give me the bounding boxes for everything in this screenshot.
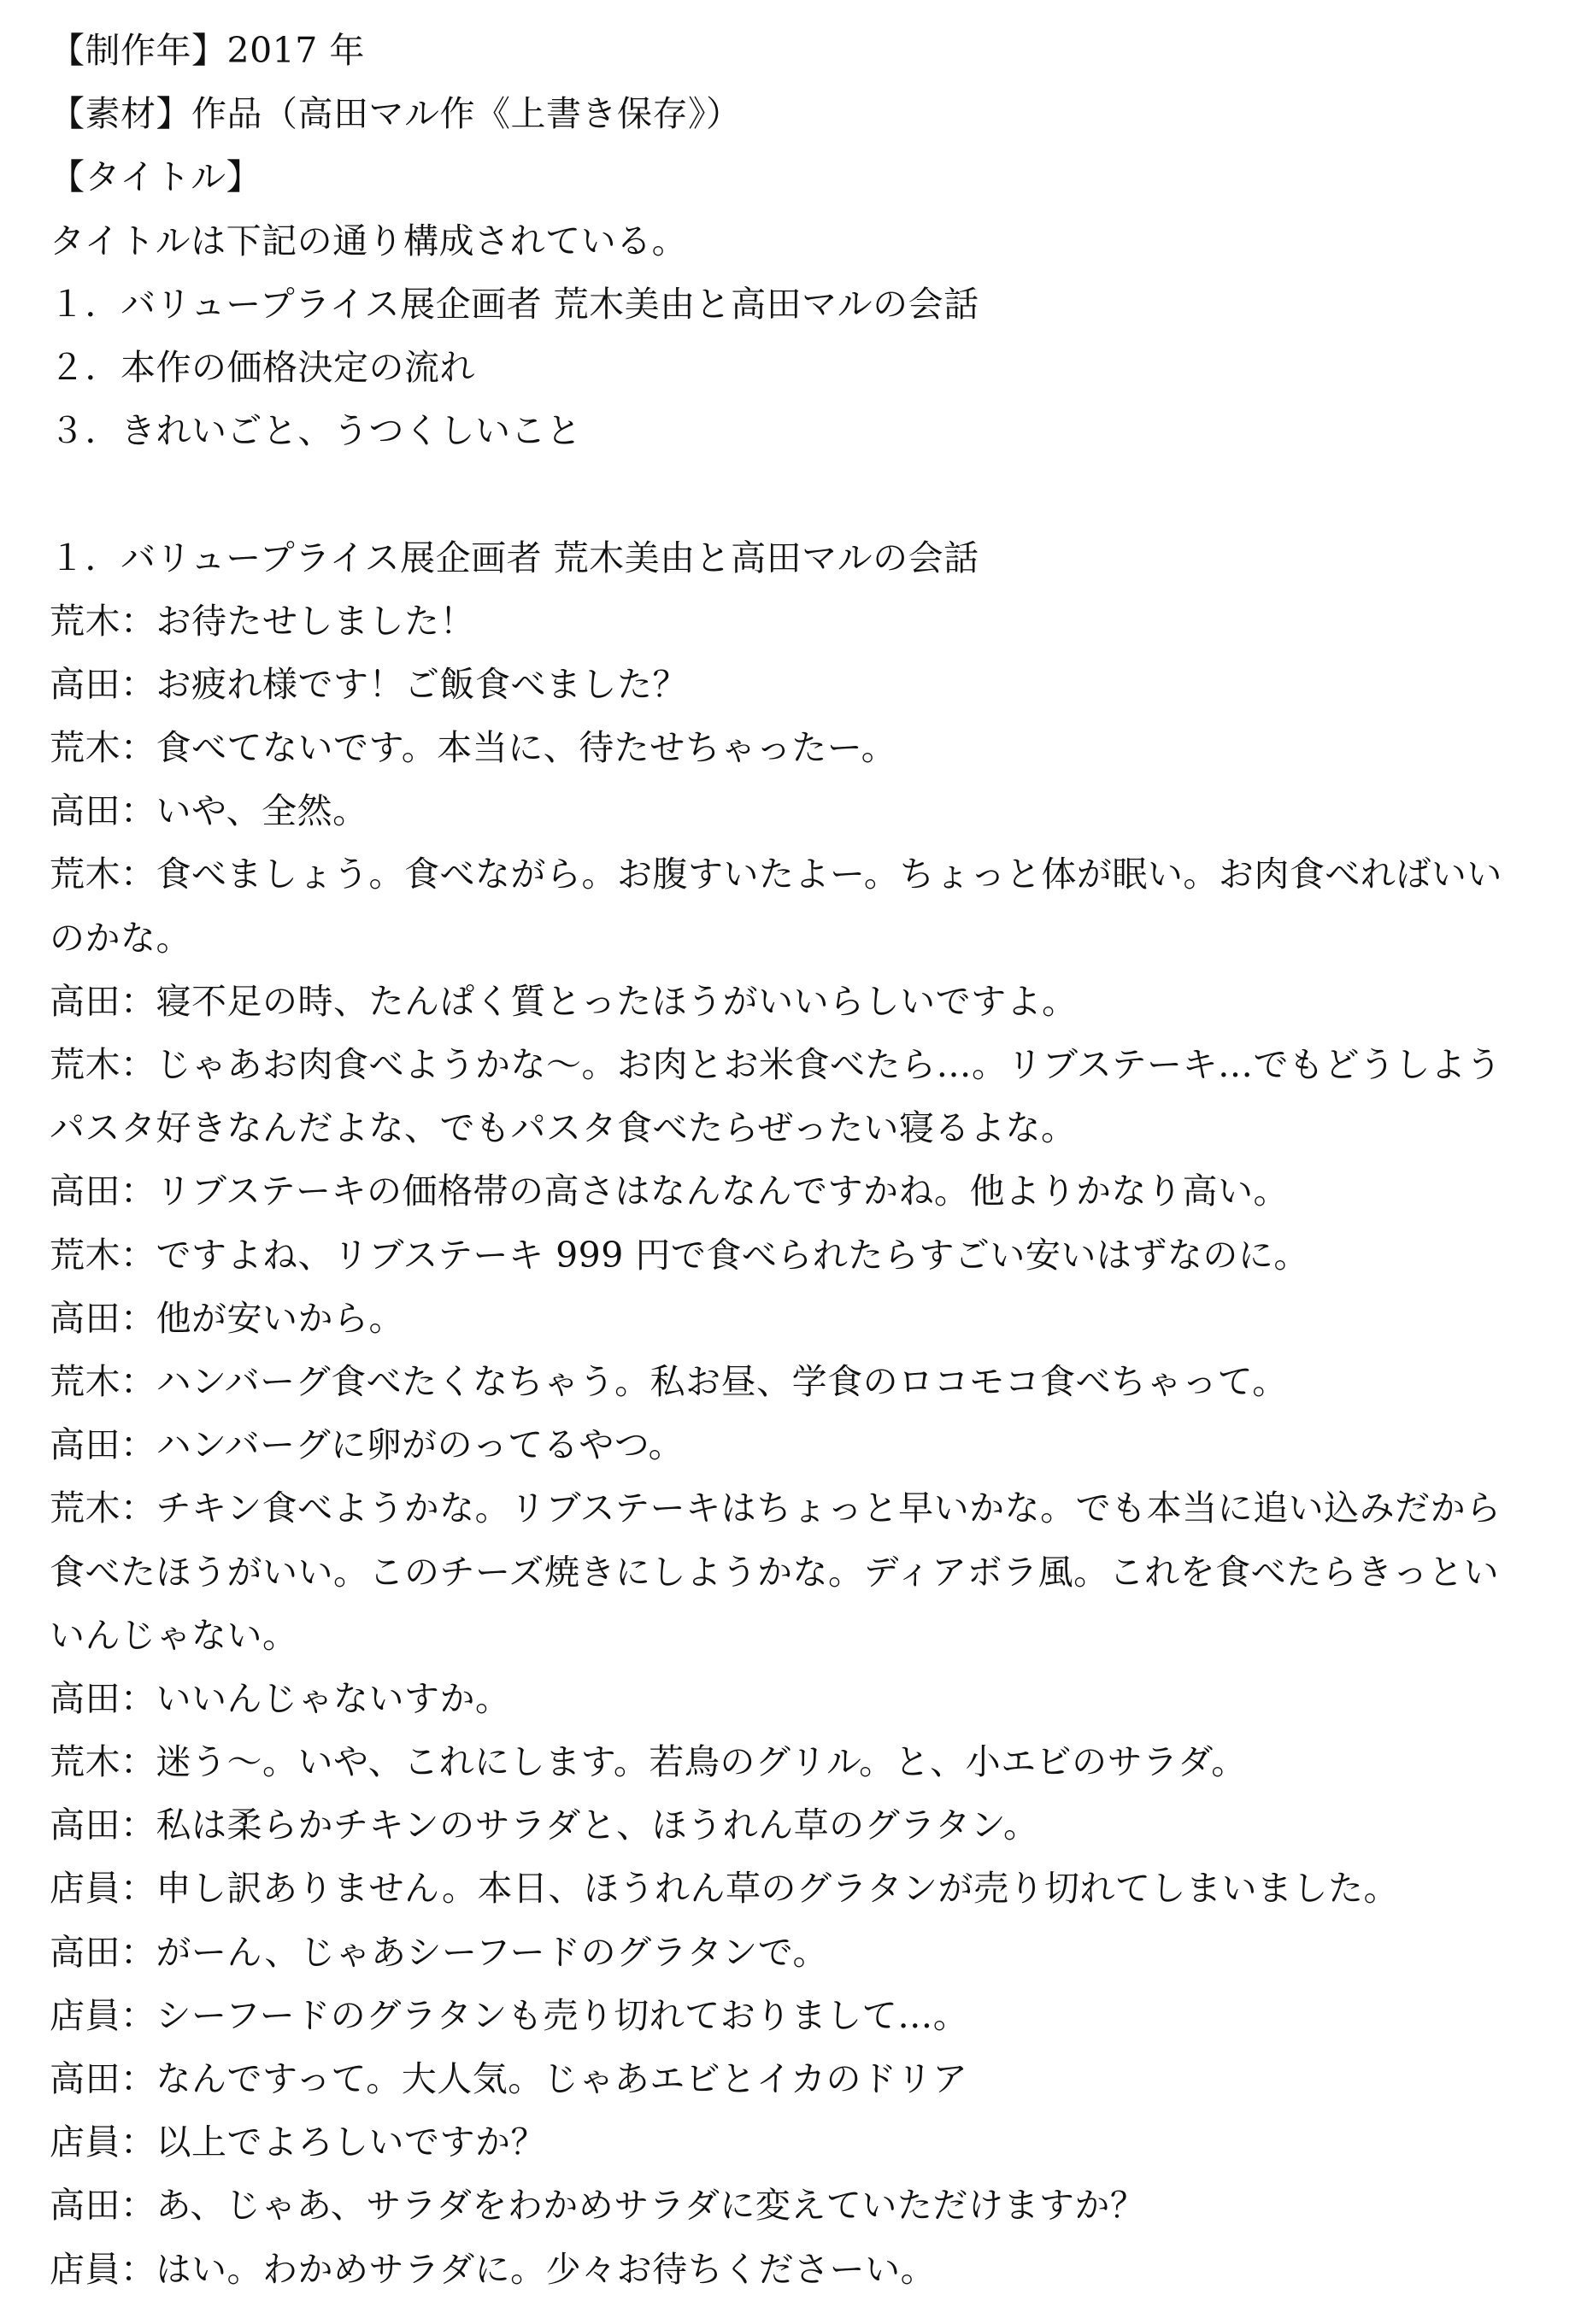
dialogue-line: 高田：ハンバーグに卵がのってるやつ。 xyxy=(50,1424,685,1466)
dialogue-line: 高田：リブステーキの価格帯の高さはなんなんですかね。他よりかなり高い。 xyxy=(50,1171,1290,1212)
dialogue-line: 高田：なんですって。大人気。じゃあエビとイカのドリア xyxy=(50,2058,968,2099)
dialogue-line: 店員：以上でよろしいですか？ xyxy=(50,2122,546,2163)
dialogue-line: 高田：寝不足の時、たんぱく質とったほうがいいらしいですよ。 xyxy=(50,980,1078,1022)
dialogue-line: 高田：いや、全然。 xyxy=(50,790,368,832)
dialogue-line: 高田：他が安いから。 xyxy=(50,1297,404,1339)
dialogue-line: 店員：申し訳ありません。本日、ほうれん草のグラタンが売り切れてしまいました。 xyxy=(50,1868,1400,1910)
title-heading: 【タイトル】 xyxy=(50,156,262,198)
title-intro: タイトルは下記の通り構成されている。 xyxy=(50,220,688,261)
title-item-1: １．バリュープライス展企画者 荒木美由と高田マルの会話 xyxy=(50,283,979,325)
dialogue-line: 荒木：お待たせしました！ xyxy=(50,600,475,642)
section-heading: １．バリュープライス展企画者 荒木美由と高田マルの会話 xyxy=(50,537,979,578)
dialogue-line: 高田：私は柔らかチキンのサラダと、ほうれん草のグラタン。 xyxy=(50,1805,1039,1846)
dialogue-line: 高田：がーん、じゃあシーフードのグラタンで。 xyxy=(50,1931,828,1973)
dialogue-line: 高田：いいんじゃないすか。 xyxy=(50,1677,511,1719)
dialogue-block xyxy=(50,590,1553,2301)
dialogue-line: 店員：シーフードのグラタンも売り切れておりまして…。 xyxy=(50,1994,969,2036)
paragraph-spacer xyxy=(50,462,1553,525)
dialogue-line: 高田：お疲れ様です！ご飯食べました？ xyxy=(50,663,688,705)
header-block xyxy=(50,19,1553,462)
dialogue-line: のかな。 xyxy=(50,917,191,959)
dialogue-line: 荒木：食べましょう。食べながら。お腹すいたよー。ちょっと体が眠い。お肉食べればいい xyxy=(50,854,1502,895)
dialogue-line: 荒木：じゃあお肉食べようかな～。お肉とお米食べたら…。リブステーキ…でもどうしよう xyxy=(50,1044,1502,1085)
dialogue-line: 荒木：ですよね、リブステーキ 999 円で食べられたらすごい安いはずなのに。 xyxy=(50,1234,1309,1276)
dialogue-line: 店員：はい。わかめサラダに。少々お待ちくださーい。 xyxy=(50,2248,937,2290)
title-item-2: ２．本作の価格決定の流れ xyxy=(50,346,475,388)
dialogue-line: 荒木：食べてないです。本当に、待たせちゃったー。 xyxy=(50,727,897,769)
dialogue-line: 食べたほうがいい。このチーズ焼きにしようかな。ディアボラ風。これを食べたらきっとい xyxy=(50,1551,1500,1593)
dialogue-line: 荒木：チキン食べようかな。リブステーキはちょっと早いかな。でも本当に追い込みだから xyxy=(50,1488,1502,1529)
production-year-line: 【制作年】2017 年 xyxy=(50,30,365,71)
dialogue-line: 荒木：ハンバーグ食べたくなちゃう。私お昼、学食のロコモコ食べちゃって。 xyxy=(50,1360,1288,1402)
dialogue-line: パスタ好きなんだよな、でもパスタ食べたらぜったい寝るよな。 xyxy=(50,1107,1077,1149)
dialogue-line: 荒木：迷う～。いや、これにします。若鳥のグリル。と、小エビのサラダ。 xyxy=(50,1741,1247,1783)
material-line: 【素材】作品（高田マル作《上書き保存》） xyxy=(50,93,742,135)
title-item-3: ３．きれいごと、うつくしいこと xyxy=(50,410,582,452)
dialogue-line: 高田：あ、じゃあ、サラダをわかめサラダに変えていただけますか？ xyxy=(50,2185,1146,2227)
dialogue-line: いんじゃない。 xyxy=(50,1614,298,1656)
